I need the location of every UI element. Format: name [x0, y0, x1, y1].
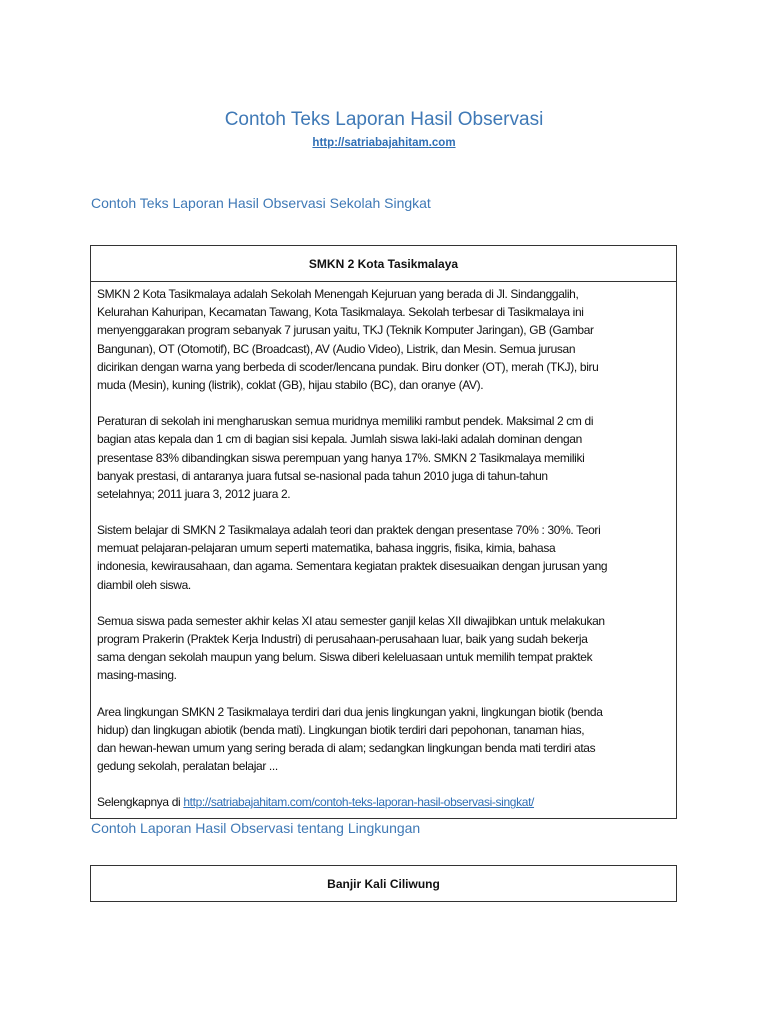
text-line: Kelurahan Kahuripan, Kecamatan Tawang, Kota Tasikmalaya. Sekolah terbesar di Tasikmalaya ini: [97, 305, 584, 320]
more-line: [97, 793, 669, 811]
paragraph: [97, 612, 670, 685]
table-header: SMKN 2 Kota Tasikmalaya: [91, 246, 676, 282]
text-line: hidup) dan lingkugan abiotik (benda mati). Lingkungan biotik terdiri dari pepohonan, tanaman hias,: [97, 722, 585, 737]
text-line: gedung sekolah, peralatan belajar ...: [97, 759, 278, 774]
source-link[interactable]: http://satriabajahitam.com: [312, 137, 456, 149]
section-heading-2: Contoh Laporan Hasil Observasi tentang Lingkungan: [91, 820, 421, 836]
text-line: SMKN 2 Kota Tasikmalaya adalah Sekolah Menengah Kejuruan yang berada di Jl. Sindanggalih,: [97, 287, 579, 301]
more-paragraph: [97, 793, 670, 811]
table-body: [91, 282, 676, 818]
text-line: Sistem belajar di SMKN 2 Tasikmalaya adalah teori dan praktek dengan presentase 70% : 30%. Teori: [97, 523, 601, 538]
text-line: menyenggarakan program sebanyak 7 jurusan yaitu, TKJ (Teknik Komputer Jaringan), GB (Gambar: [97, 323, 594, 338]
text-line: setelahnya; 2011 juara 3, 2012 juara 2.: [97, 486, 291, 501]
text-line: Area lingkungan SMKN 2 Tasikmalaya terdiri dari dua jenis lingkungan yakni, lingkungan biotik (benda: [97, 704, 603, 719]
text-line: masing-masing.: [97, 668, 177, 683]
section-heading-1: Contoh Teks Laporan Hasil Observasi Sekolah Singkat: [91, 195, 431, 211]
text-line: dan hewan-hewan umum yang sering berada di alam; sedangkan lingkungan benda mati terdiri atas: [97, 740, 596, 755]
table-header: Banjir Kali Ciliwung: [327, 876, 440, 891]
more-link[interactable]: http://satriabajahitam.com/contoh-teks-laporan-hasil-observasi-singkat/: [183, 795, 535, 810]
more-label: Selengkapnya di: [97, 795, 184, 810]
text-line: bagian atas kepala dan 1 cm di bagian sisi kepala. Jumlah siswa laki-laki adalah dominan dengan: [97, 432, 582, 447]
text-line: banyak prestasi, di antaranya juara futsal se-nasional pada tahun 2010 juga di tahun-tahun: [97, 468, 548, 483]
paragraph: [97, 285, 670, 394]
text-line: Peraturan di sekolah ini mengharuskan semua muridnya memiliki rambut pendek. Maksimal 2 cm di: [97, 414, 594, 429]
text-line: Semua siswa pada semester akhir kelas XI atau semester ganjil kelas XII diwajibkan untuk melakukan: [97, 613, 605, 628]
text-line: memuat pelajaran-pelajaran umum seperti matematika, bahasa inggris, fisika, kimia, bahasa: [97, 541, 556, 556]
paragraph: [97, 521, 670, 594]
source-link-wrap: [0, 137, 768, 149]
text-line: program Prakerin (Praktek Kerja Industri) di perusahaan-perusahaan luar, baik yang sudah bekerja: [97, 632, 588, 646]
paragraph: [97, 412, 670, 503]
document-title: Contoh Teks Laporan Hasil Observasi: [224, 109, 544, 130]
text-line: sama dengan sekolah maupun yang belum. Siswa diberi keleluasaan untuk memilih tempat praktek: [97, 650, 593, 665]
text-line: indonesia, kewirausahaan, dan agama. Sementara kegiatan praktek disesuaikan dengan jurusan yang: [97, 559, 608, 574]
observation-table-smkn2: [90, 245, 677, 819]
text-line: muda (Mesin), kuning (listrik), coklat (GB), hijau stabilo (BC), dan oranye (AV).: [97, 377, 484, 392]
paragraph: [97, 703, 670, 776]
text-line: dicirikan dengan warna yang berbeda di scoder/lencana pundak. Biru donker (OT), merah (TKJ), biru: [97, 359, 599, 374]
text-line: Bangunan), OT (Otomotif), BC (Broadcast), AV (Audio Video), Listrik, dan Mesin. Semua jurusan: [97, 341, 576, 356]
text-line: diambil oleh siswa.: [97, 577, 191, 592]
observation-table-banjir: [90, 865, 677, 902]
text-line: presentase 83% dibandingkan siswa perempuan yang hanya 17%. SMKN 2 Tasikmalaya memiliki: [97, 450, 585, 465]
